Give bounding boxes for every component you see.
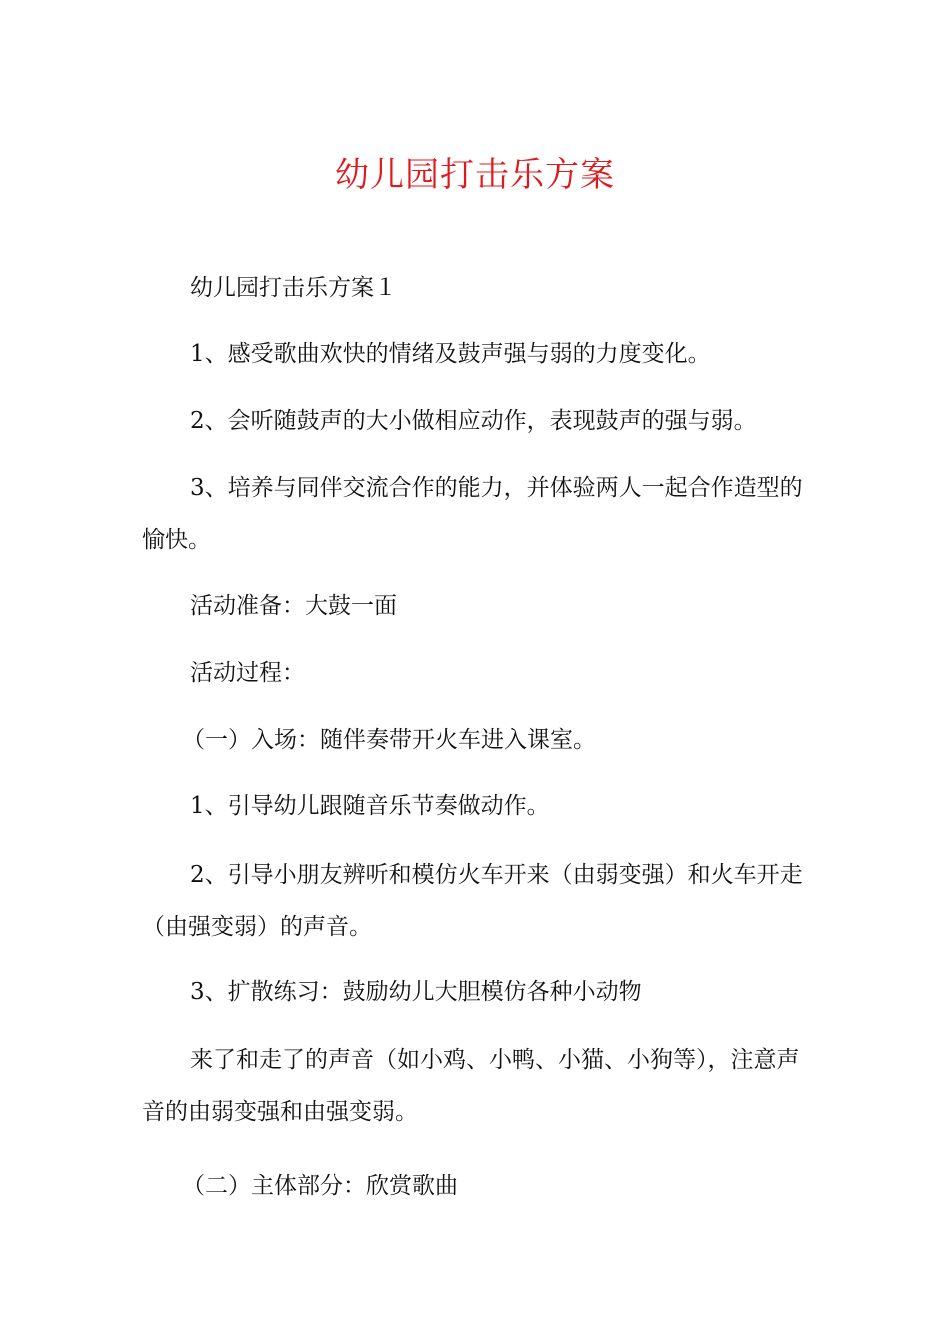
paragraph-step-3-continued: 来了和走了的声音（如小鸡、小鸭、小猫、小狗等），注意声音的由弱变强和由强变弱。 bbox=[142, 1047, 800, 1125]
paragraph-preparation: 活动准备：大鼓一面 bbox=[190, 593, 397, 619]
paragraph-section-2: （二）主体部分：欣赏歌曲 bbox=[182, 1173, 458, 1199]
paragraph-step-1: 1、引导幼儿跟随音乐节奏做动作。 bbox=[190, 793, 550, 819]
paragraph-section-1: （一）入场：随伴奏带开火车进入课室。 bbox=[182, 727, 596, 753]
paragraph-process-heading: 活动过程： bbox=[190, 660, 305, 686]
paragraph-goal-2: 2、会听随鼓声的大小做相应动作，表现鼓声的强与弱。 bbox=[190, 408, 757, 434]
paragraph-goal-3: 3、培养与同伴交流合作的能力，并体验两人一起合作造型的愉快。 bbox=[142, 475, 803, 553]
paragraph-step-2: 2、引导小朋友辨听和模仿火车开来（由弱变强）和火车开走（由强变弱）的声音。 bbox=[142, 862, 803, 940]
paragraph-step-3: 3、扩散练习：鼓励幼儿大胆模仿各种小动物 bbox=[190, 979, 642, 1005]
paragraph-goal-1: 1、感受歌曲欢快的情绪及鼓声强与弱的力度变化。 bbox=[190, 341, 711, 367]
paragraph-plan-heading: 幼儿园打击乐方案１ bbox=[190, 275, 397, 301]
document-title: 幼儿园打击乐方案 bbox=[335, 155, 615, 195]
